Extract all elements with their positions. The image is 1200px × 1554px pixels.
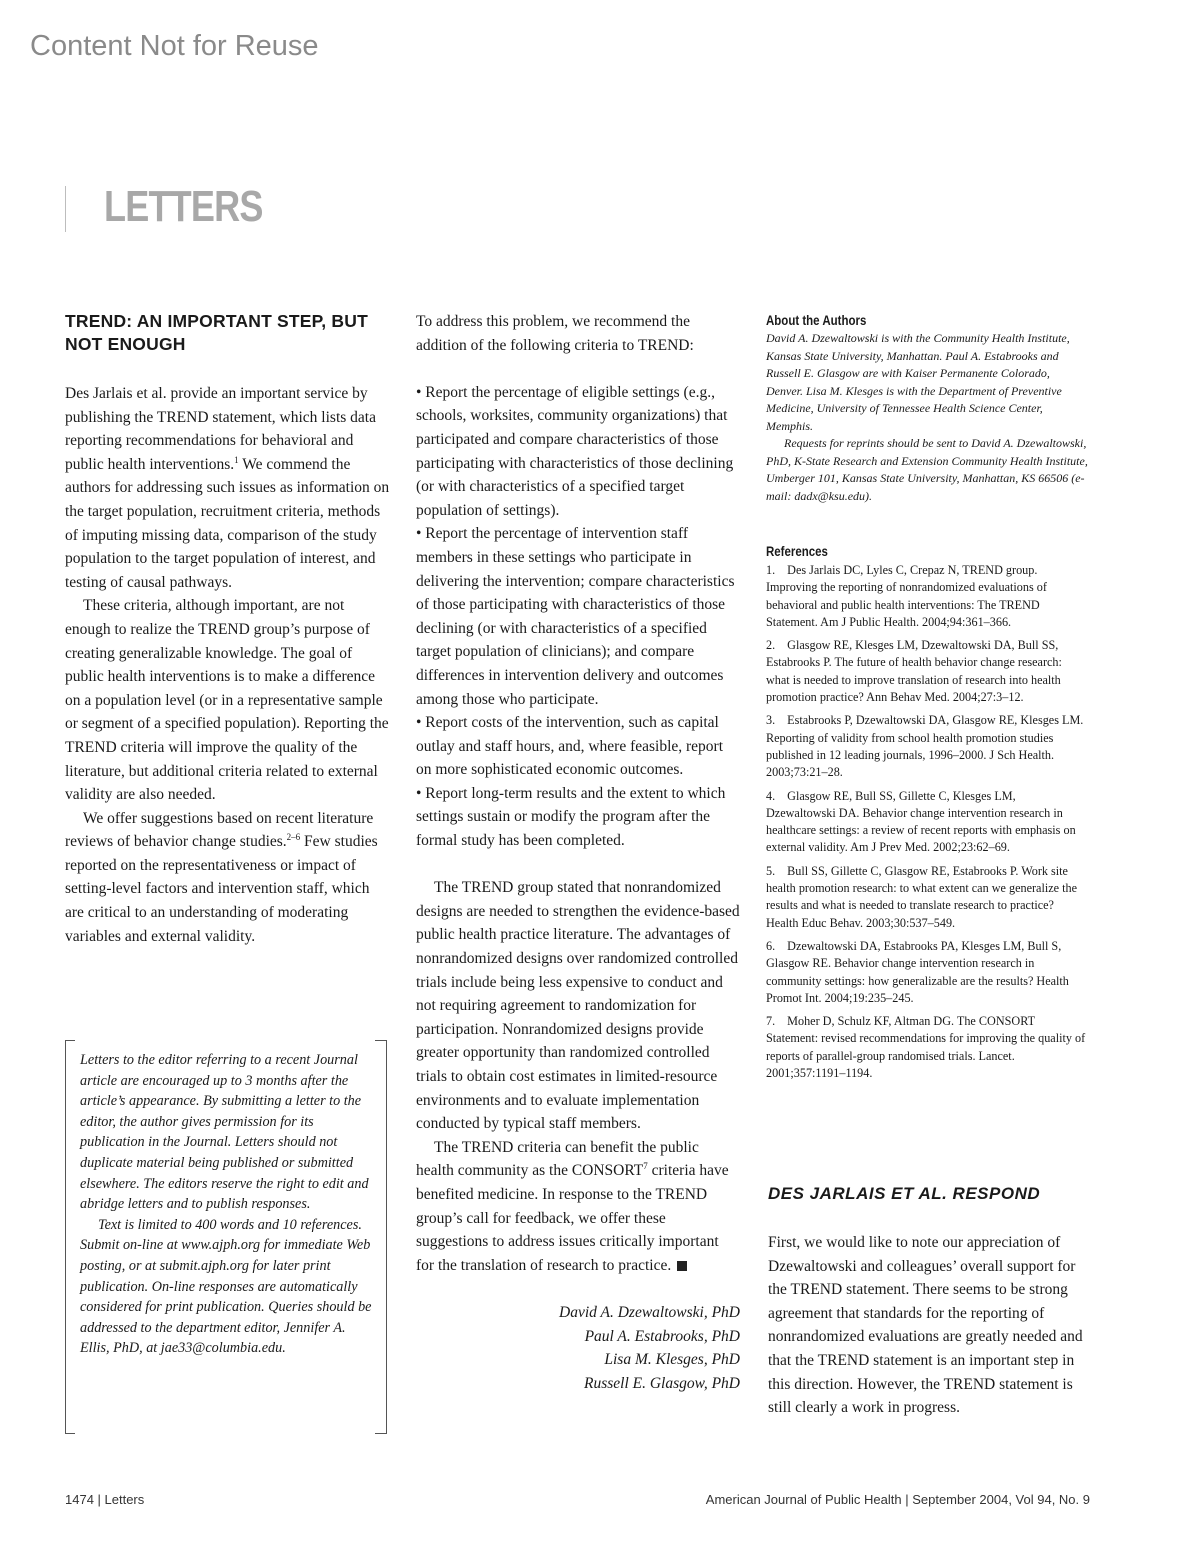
about-text — [766, 330, 1088, 505]
list-item: • Report the percentage of eligible settings (e.g., schools, worksites, community organizations) that participated and compare characteristics of those participating with characteristics of those declining (or with characteristics of a specified target population of settings). — [416, 383, 734, 519]
editor-info-paragraph: Letters to the editor referring to a recent Journal article are encouraged up to 3 months after the article’s appearance. By submitting a letter to the editor, the author gives permission for its publication in the Journal. Letters should not duplicate material being published or submitted elsewhere. The editors reserve the right to edit and abridge letters and to publish responses. — [80, 1052, 369, 1213]
author-signature: Paul A. Estabrooks, PhD — [584, 1327, 740, 1345]
list-item: • Report the percentage of intervention staff members in these settings who participate in delivering the intervention; compare characteristics of those participating with characteristics of those declining (or with characteristics of a specified target population of clinicians); and compare differences in intervention delivery and outcomes among those who participate. — [416, 525, 735, 708]
text: Few studies reported on the representativeness or impact of setting-level factors and intervention staff, which are critical to an understanding of moderating variables and external validity. — [65, 833, 378, 945]
letter-column-1 — [65, 382, 391, 948]
citation: 2–6 — [286, 832, 301, 843]
letter-paragraph — [65, 807, 391, 949]
letter-title-block — [65, 310, 390, 356]
letter-paragraph — [65, 382, 391, 594]
reference-number: 6. — [766, 938, 776, 953]
signature-block — [416, 1301, 740, 1395]
text: Des Jarlais et al. provide an important service by publishing the TREND statement, which lists data reporting recommendations for behavioral and public health interventions. — [65, 385, 376, 473]
reference-text: Des Jarlais DC, Lyles C, Crepaz N, TREND group. Improving the reporting of nonrandomized evaluations of behavioral and public health interventions: The TREND Statement. Am J Public Health. 2004;94:361–366. — [766, 563, 1047, 629]
reference-item — [766, 712, 1088, 781]
response-paragraph: First, we would like to note our appreciation of Dzewaltowski and colleagues’ overall support for the TREND statement. There seems to be strong agreement that standards for the reporting of nonrandomized evaluations are greatly needed and that the TREND statement is an important step in this direction. However, the TREND statement is still clearly a work in progress. — [768, 1234, 1083, 1417]
section-divider — [65, 186, 66, 232]
letter-paragraph — [416, 1136, 740, 1278]
about-heading: About the Authors — [766, 312, 867, 328]
reference-item — [766, 562, 1088, 631]
reference-item — [766, 637, 1088, 706]
about-paragraph: Requests for reprints should be sent to David A. Dzewaltowski, PhD, K-State Research and Extension Community Health Institute, Umberger 101, Kansas State University, Manhattan, KS 66506 (e-mail: dadx@ksu.edu). — [766, 436, 1088, 503]
author-signature: Russell E. Glasgow, PhD — [584, 1374, 740, 1392]
reference-text: Glasgow RE, Bull SS, Gillette C, Klesges LM, Dzewaltowski DA. Behavior change intervention research in healthcare settings: a review of recent reports with emphasis on external validity. Am J Prev Med. 2002;23:62–69. — [766, 788, 1076, 855]
text: We offer suggestions based on recent literature reviews of behavior change studies. — [65, 809, 374, 851]
reference-item — [766, 863, 1088, 932]
reference-text: Bull SS, Gillette C, Glasgow RE, Estabrooks P. Work site health promotion research: to what extent can we generalize the results and what is needed to translate research to practice? Health Educ Behav. 2003;30:537–549. — [766, 863, 1077, 930]
letter-paragraph: These criteria, although important, are not enough to realize the TREND group’s purpose of creating generalizable knowledge. The goal of public health interventions is to make a difference on a population level (or in a representative sample or segment of a specified population). Reporting the TREND criteria will improve the quality of the literature, but additional criteria related to external validity are also needed. — [65, 597, 389, 804]
text: criteria have benefited medicine. In response to the TREND group’s call for feedback, we offer these suggestions to address issues critically important for the translation of research to practice. — [416, 1162, 729, 1274]
reference-number: 3. — [766, 713, 776, 728]
box-gap — [75, 1035, 375, 1047]
references — [766, 543, 1088, 1088]
references-heading: References — [766, 543, 828, 559]
letter-paragraph: The TREND group stated that nonrandomized designs are needed to strengthen the evidence-based public health practice literature. The advantages of nonrandomized designs over randomized controlled trials include being less expensive to conduct and not requiring agreement to randomization for participation. Nonrandomized designs provide greater opportunity than randomized controlled trials to obtain cost estimates in limited-resource environments and to evaluate implementation conducted by typical staff members. — [416, 879, 740, 1133]
response-column — [768, 1231, 1090, 1420]
reference-item — [766, 788, 1088, 857]
reference-text: Estabrooks P, Dzewaltowski DA, Glasgow RE, Klesges LM. Reporting of validity from school health promotion studies published in 12 leading journals, 1996–2000. J Sch Health. 2003;73:21–28. — [766, 713, 1084, 780]
letter-paragraph: To address this problem, we recommend the addition of the following criteria to TREND: — [416, 313, 694, 354]
reference-number: 5. — [766, 863, 776, 878]
citation: 7 — [643, 1161, 648, 1172]
page-footer-right: American Journal of Public Health | September 2004, Vol 94, No. 9 — [705, 1492, 1090, 1507]
response-title: DES JARLAIS ET AL. RESPOND — [768, 1184, 1041, 1203]
text: We commend the authors for addressing such issues as information on the target population, recruitment criteria, methods of imputing missing data, comparison of the study population to the target population of interest, and testing of causal pathways. — [65, 455, 390, 591]
about-authors — [766, 312, 1088, 505]
end-mark-icon — [677, 1261, 687, 1271]
author-signature: David A. Dzewaltowski, PhD — [559, 1303, 740, 1321]
text: The TREND criteria can benefit the public health community as the CONSORT — [416, 1138, 699, 1180]
reference-number: 1. — [766, 563, 776, 577]
reference-number: 2. — [766, 638, 776, 653]
letter-column-2 — [416, 310, 740, 1395]
editor-info-text — [80, 1050, 372, 1359]
author-signature: Lisa M. Klesges, PhD — [604, 1351, 740, 1369]
reference-item — [766, 938, 1088, 1007]
reference-text: Dzewaltowski DA, Estabrooks PA, Klesges LM, Bull S, Glasgow RE. Behavior change intervention research in community settings: how generalizable are the results? Health Promot Int. 2004;19:235–245. — [766, 938, 1069, 1005]
reference-text: Moher D, Schulz KF, Altman DG. The CONSORT Statement: revised recommendations for improving the quality of reports of parallel-group randomised trials. Lancet. 2001;357:1191–1194. — [766, 1014, 1086, 1081]
reference-item — [766, 1013, 1088, 1082]
reference-number: 7. — [766, 1014, 776, 1029]
reference-text: Glasgow RE, Klesges LM, Dzewaltowski DA, Bull SS, Estabrooks P. The future of health behavior change research: what is needed to improve translation of research into health promotion practice? Ann Behav Med. 2004;27:3–12. — [766, 638, 1062, 705]
response-title-block — [768, 1184, 1090, 1204]
citation: 1 — [234, 454, 239, 465]
list-item: • Report costs of the intervention, such as capital outlay and staff hours, and, where feasible, report on more sophisticated economic outcomes. — [416, 714, 724, 779]
letter-title: TREND: AN IMPORTANT STEP, BUT NOT ENOUGH — [65, 311, 368, 354]
section-title: LETTERS — [104, 182, 263, 231]
about-paragraph: David A. Dzewaltowski is with the Community Health Institute, Kansas State University, Manhattan. Paul A. Estabrooks and Russell E. Glasgow are with Kaiser Permanente Colorado, Denver. Lisa M. Klesges is with the Department of Preventive Medicine, University of Tennessee Health Science Center, Memphis. — [766, 331, 1070, 433]
box-gap — [75, 1426, 375, 1438]
page-footer-left: 1474 | Letters — [65, 1492, 145, 1507]
list-item: • Report long-term results and the extent to which settings sustain or modify the program after the formal study has been completed. — [416, 784, 726, 850]
reference-number: 4. — [766, 788, 776, 803]
editor-info-paragraph: Text is limited to 400 words and 10 references. Submit on-line at www.ajph.org for immediate Web posting, or at submit.ajph.org for later print publication. On-line responses are automatically considered for print publication. Queries should be addressed to the department editor, Jennifer A. Ellis, PhD, at jae33@columbia.edu. — [80, 1216, 372, 1357]
watermark: Content Not for Reuse — [30, 30, 319, 62]
